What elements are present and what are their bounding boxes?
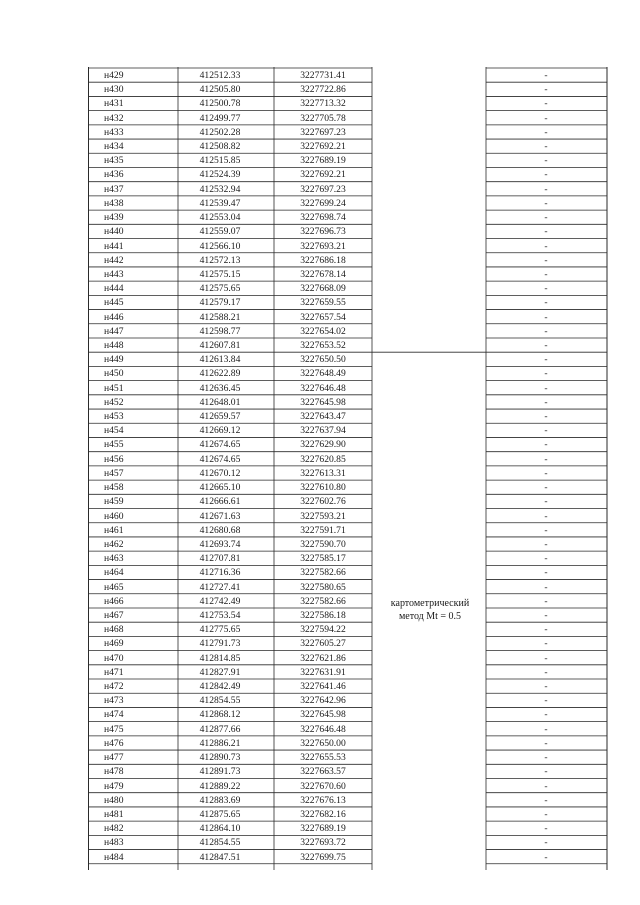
table-cell-point: н471 xyxy=(104,666,124,678)
table-cell-y: 3227610.80 xyxy=(300,482,346,494)
table-cell-dash: - xyxy=(544,681,548,693)
table-cell-point: н453 xyxy=(104,411,124,423)
table-cell-x: 412659.57 xyxy=(199,411,241,423)
table-cell-y: 3227580.65 xyxy=(300,581,346,593)
table-cell-y: 3227659.55 xyxy=(300,297,346,309)
table-cell-x: 412674.65 xyxy=(199,439,241,451)
table-cell-x: 412524.39 xyxy=(199,169,241,181)
table-cell-dash: - xyxy=(544,837,548,849)
table-cell-x: 412500.78 xyxy=(199,98,241,110)
table-cell-dash: - xyxy=(544,297,548,309)
table-cell-y: 3227731.41 xyxy=(300,70,346,81)
table-cell-x: 412598.77 xyxy=(199,325,241,337)
table-cell-x: 412532.94 xyxy=(199,183,241,195)
table-cell-point: н478 xyxy=(104,766,124,778)
table-cell-x: 412553.04 xyxy=(199,212,241,224)
table-cell-x: 412666.61 xyxy=(199,496,241,508)
table-cell-y: 3227670.60 xyxy=(300,780,346,792)
table-cell-point: н436 xyxy=(104,169,124,181)
table-cell-dash: - xyxy=(544,197,548,209)
table-cell-point: н457 xyxy=(104,467,124,479)
table-cell-x: 412814.85 xyxy=(199,652,241,664)
table-cell-point: н464 xyxy=(104,567,124,579)
table-cell-dash: - xyxy=(544,98,548,110)
table-cell-y: 3227650.50 xyxy=(300,354,346,366)
table-cell-dash: - xyxy=(544,155,548,167)
table-cell-x: 412827.91 xyxy=(199,666,241,678)
table-cell-point: н435 xyxy=(104,155,124,167)
table-cell-dash: - xyxy=(544,595,548,607)
table-cell-y: 3227655.53 xyxy=(300,752,346,764)
table-cell-dash: - xyxy=(544,283,548,295)
table-cell-dash: - xyxy=(544,737,548,749)
table-cell-y: 3227699.75 xyxy=(300,851,346,863)
table-cell-y: 3227637.94 xyxy=(300,425,346,437)
table-cell-x: 412693.74 xyxy=(199,538,241,550)
table-cell-y: 3227650.00 xyxy=(300,737,346,749)
table-cell-point: н440 xyxy=(104,226,124,238)
table-cell-x: 412707.81 xyxy=(199,553,241,565)
table-cell-y: 3227602.76 xyxy=(300,496,346,508)
table-cell-x: 412505.80 xyxy=(199,84,241,96)
table-cell-point: н431 xyxy=(104,98,124,110)
table-cell-y: 3227648.49 xyxy=(300,368,346,380)
table-cell-x: 412572.13 xyxy=(199,254,241,266)
table-cell-dash: - xyxy=(544,752,548,764)
table-cell-dash: - xyxy=(544,183,548,195)
table-cell-y: 3227643.47 xyxy=(300,411,346,423)
table-cell-point: н483 xyxy=(104,837,124,849)
table-cell-point: н458 xyxy=(104,482,124,494)
table-cell-y: 3227713.32 xyxy=(300,98,346,110)
table-cell-dash: - xyxy=(544,496,548,508)
table-cell-x: 412515.85 xyxy=(199,155,241,167)
table-cell-x: 412636.45 xyxy=(199,382,241,394)
table-cell-x: 412891.73 xyxy=(199,766,241,778)
table-cell-x: 412670.12 xyxy=(199,467,241,479)
table-cell-point: н481 xyxy=(104,808,124,820)
table-cell-y: 3227593.21 xyxy=(300,510,346,522)
table-cell-dash: - xyxy=(544,467,548,479)
table-cell-dash: - xyxy=(544,212,548,224)
table-cell-dash: - xyxy=(544,70,548,81)
table-cell-point: н479 xyxy=(104,780,124,792)
table-cell-dash: - xyxy=(544,666,548,678)
table-cell-x: 412868.12 xyxy=(199,709,241,721)
table-cell-point: н467 xyxy=(104,609,124,621)
table-cell-dash: - xyxy=(544,240,548,252)
table-cell-x: 412512.33 xyxy=(199,70,241,81)
table-cell-x: 412842.49 xyxy=(199,681,241,693)
table-cell-y: 3227676.13 xyxy=(300,794,346,806)
table-cell-y: 3227582.66 xyxy=(300,595,346,607)
table-cell-y: 3227689.19 xyxy=(300,155,346,167)
table-cell-dash: - xyxy=(544,780,548,792)
table-cell-dash: - xyxy=(544,226,548,238)
table-cell-dash: - xyxy=(544,425,548,437)
table-cell-dash: - xyxy=(544,112,548,124)
table-cell-x: 412680.68 xyxy=(199,524,241,536)
table-cell-x: 412727.41 xyxy=(199,581,241,593)
table-cell-x: 412674.65 xyxy=(199,453,241,465)
table-cell-y: 3227653.52 xyxy=(300,339,346,351)
table-cell-point: н475 xyxy=(104,723,124,735)
table-cell-y: 3227657.54 xyxy=(300,311,346,323)
table-cell-y: 3227645.98 xyxy=(300,709,346,721)
table-cell-point: н444 xyxy=(104,283,124,295)
table-cell-x: 412742.49 xyxy=(199,595,241,607)
table-cell-dash: - xyxy=(544,482,548,494)
table-cell-point: н456 xyxy=(104,453,124,465)
table-cell-point: н476 xyxy=(104,737,124,749)
table-cell-point: н468 xyxy=(104,624,124,636)
table-cell-dash: - xyxy=(544,510,548,522)
table-cell-dash: - xyxy=(544,794,548,806)
table-cell-x: 412854.55 xyxy=(199,695,241,707)
method-note-line-2: метод Mt = 0.5 xyxy=(398,611,462,622)
table-cell-x: 412575.15 xyxy=(199,268,241,280)
table-cell-y: 3227585.17 xyxy=(300,553,346,565)
table-cell-y: 3227692.21 xyxy=(300,141,346,153)
table-cell-x: 412622.89 xyxy=(199,368,241,380)
table-cell-x: 412499.77 xyxy=(199,112,241,124)
table-cell-dash: - xyxy=(544,453,548,465)
table-cell-y: 3227663.57 xyxy=(300,766,346,778)
table-cell-x: 412579.17 xyxy=(199,297,241,309)
table-cell-dash: - xyxy=(544,823,548,835)
table-cell-dash: - xyxy=(544,368,548,380)
table-cell-dash: - xyxy=(544,524,548,536)
table-cell-y: 3227629.90 xyxy=(300,439,346,451)
table-cell-x: 412648.01 xyxy=(199,396,241,408)
table-cell-point: н463 xyxy=(104,553,124,565)
table-cell-y: 3227654.02 xyxy=(300,325,346,337)
table-cell-dash: - xyxy=(544,851,548,863)
table-cell-point: н461 xyxy=(104,524,124,536)
table-cell-dash: - xyxy=(544,141,548,153)
table-cell-y: 3227689.19 xyxy=(300,823,346,835)
table-cell-point: н429 xyxy=(104,70,124,81)
table-cell-point: н472 xyxy=(104,681,124,693)
table-cell-dash: - xyxy=(544,695,548,707)
table-cell-x: 412877.66 xyxy=(199,723,241,735)
table-cell-x: 412575.65 xyxy=(199,283,241,295)
table-cell-y: 3227594.22 xyxy=(300,624,346,636)
table-cell-y: 3227586.18 xyxy=(300,609,346,621)
method-note-line-1: картометрический xyxy=(390,598,470,609)
table-cell-x: 412613.84 xyxy=(199,354,241,366)
table-cell-dash: - xyxy=(544,354,548,366)
table-cell-dash: - xyxy=(544,311,548,323)
table-cell-point: н452 xyxy=(104,396,124,408)
table-cell-point: н442 xyxy=(104,254,124,266)
table-cell-point: н443 xyxy=(104,268,124,280)
table-cell-point: н433 xyxy=(104,126,124,138)
table-cell-y: 3227696.73 xyxy=(300,226,346,238)
table-cell-point: н455 xyxy=(104,439,124,451)
table-cell-x: 412559.07 xyxy=(199,226,241,238)
table-cell-y: 3227642.96 xyxy=(300,695,346,707)
table-cell-x: 412502.28 xyxy=(199,126,241,138)
table-cell-y: 3227646.48 xyxy=(300,382,346,394)
table-cell-y: 3227692.21 xyxy=(300,169,346,181)
table-cell-point: н454 xyxy=(104,425,124,437)
method-note xyxy=(374,597,486,623)
table-cell-y: 3227698.74 xyxy=(300,212,346,224)
table-cell-dash: - xyxy=(544,84,548,96)
table-cell-point: н434 xyxy=(104,141,124,153)
table-cell-y: 3227699.24 xyxy=(300,197,346,209)
table-cell-y: 3227682.16 xyxy=(300,808,346,820)
table-cell-dash: - xyxy=(544,709,548,721)
table-cell-point: н480 xyxy=(104,794,124,806)
table-cell-y: 3227697.23 xyxy=(300,183,346,195)
table-cell-point: н451 xyxy=(104,382,124,394)
table-cell-y: 3227621.86 xyxy=(300,652,346,664)
table-cell-dash: - xyxy=(544,411,548,423)
table-cell-point: н439 xyxy=(104,212,124,224)
table-cell-x: 412883.69 xyxy=(199,794,241,806)
table-cell-y: 3227678.14 xyxy=(300,268,346,280)
table-cell-dash: - xyxy=(544,609,548,621)
table-cell-dash: - xyxy=(544,723,548,735)
table-cell-x: 412716.36 xyxy=(199,567,241,579)
table-cell-point: н450 xyxy=(104,368,124,380)
table-cell-dash: - xyxy=(544,652,548,664)
table-cell-x: 412875.65 xyxy=(199,808,241,820)
table-cell-y: 3227705.78 xyxy=(300,112,346,124)
table-cell-dash: - xyxy=(544,553,548,565)
table-cell-point: н465 xyxy=(104,581,124,593)
table-cell-point: н437 xyxy=(104,183,124,195)
table-cell-x: 412864.10 xyxy=(199,823,241,835)
table-cell-point: н470 xyxy=(104,652,124,664)
table-cell-point: н430 xyxy=(104,84,124,96)
table-cell-x: 412669.12 xyxy=(199,425,241,437)
table-cell-y: 3227722.86 xyxy=(300,84,346,96)
table-cell-point: н448 xyxy=(104,339,124,351)
table-cell-dash: - xyxy=(544,638,548,650)
table-cell-y: 3227591.71 xyxy=(300,524,346,536)
table-cell-x: 412775.65 xyxy=(199,624,241,636)
table-cell-dash: - xyxy=(544,808,548,820)
table-cell-x: 412854.55 xyxy=(199,837,241,849)
table-cell-dash: - xyxy=(544,766,548,778)
table-cell-y: 3227641.46 xyxy=(300,681,346,693)
table-cell-dash: - xyxy=(544,325,548,337)
table-cell-x: 412889.22 xyxy=(199,780,241,792)
table-cell-point: н449 xyxy=(104,354,124,366)
table-cell-point: н445 xyxy=(104,297,124,309)
table-cell-x: 412886.21 xyxy=(199,737,241,749)
table-cell-y: 3227590.70 xyxy=(300,538,346,550)
table-cell-y: 3227645.98 xyxy=(300,396,346,408)
table-cell-point: н477 xyxy=(104,752,124,764)
table-cell-point: н432 xyxy=(104,112,124,124)
table-cell-y: 3227697.23 xyxy=(300,126,346,138)
table-cell-x: 412508.82 xyxy=(199,141,241,153)
table-cell-y: 3227582.66 xyxy=(300,567,346,579)
table-cell-dash: - xyxy=(544,538,548,550)
table-cell-x: 412671.63 xyxy=(199,510,241,522)
table-cell-point: н462 xyxy=(104,538,124,550)
table-cell-point: н469 xyxy=(104,638,124,650)
table-cell-y: 3227631.91 xyxy=(300,666,346,678)
table-cell-point: н441 xyxy=(104,240,124,252)
table-cell-y: 3227646.48 xyxy=(300,723,346,735)
table-cell-y: 3227620.85 xyxy=(300,453,346,465)
table-cell-point: н482 xyxy=(104,823,124,835)
table-cell-dash: - xyxy=(544,382,548,394)
table-cell-x: 412791.73 xyxy=(199,638,241,650)
table-cell-dash: - xyxy=(544,581,548,593)
table-cell-x: 412539.47 xyxy=(199,197,241,209)
table-cell-point: н438 xyxy=(104,197,124,209)
table-cell-dash: - xyxy=(544,439,548,451)
coordinates-table xyxy=(88,67,608,870)
table-cell-point: н446 xyxy=(104,311,124,323)
table-cell-point: н460 xyxy=(104,510,124,522)
table-cell-dash: - xyxy=(544,339,548,351)
table-cell-y: 3227613.31 xyxy=(300,467,346,479)
table-cell-x: 412607.81 xyxy=(199,339,241,351)
table-cell-y: 3227693.72 xyxy=(300,837,346,849)
table-cell-x: 412588.21 xyxy=(199,311,241,323)
table-cell-point: н474 xyxy=(104,709,124,721)
table-cell-point: н466 xyxy=(104,595,124,607)
table-cell-dash: - xyxy=(544,254,548,266)
table-cell-dash: - xyxy=(544,169,548,181)
table-cell-x: 412890.73 xyxy=(199,752,241,764)
table-cell-point: н473 xyxy=(104,695,124,707)
table-cell-x: 412847.51 xyxy=(199,851,241,863)
table-cell-dash: - xyxy=(544,126,548,138)
table-cell-x: 412566.10 xyxy=(199,240,241,252)
table-cell-y: 3227686.18 xyxy=(300,254,346,266)
table-cell-point: н447 xyxy=(104,325,124,337)
table-cell-dash: - xyxy=(544,268,548,280)
table-cell-dash: - xyxy=(544,396,548,408)
table-cell-dash: - xyxy=(544,567,548,579)
table-cell-y: 3227605.27 xyxy=(300,638,346,650)
table-cell-x: 412753.54 xyxy=(199,609,241,621)
table-cell-point: н459 xyxy=(104,496,124,508)
table-cell-y: 3227668.09 xyxy=(300,283,346,295)
table-cell-point: н484 xyxy=(104,851,124,863)
table-cell-dash: - xyxy=(544,624,548,636)
table-cell-y: 3227693.21 xyxy=(300,240,346,252)
table-cell-x: 412665.10 xyxy=(199,482,241,494)
